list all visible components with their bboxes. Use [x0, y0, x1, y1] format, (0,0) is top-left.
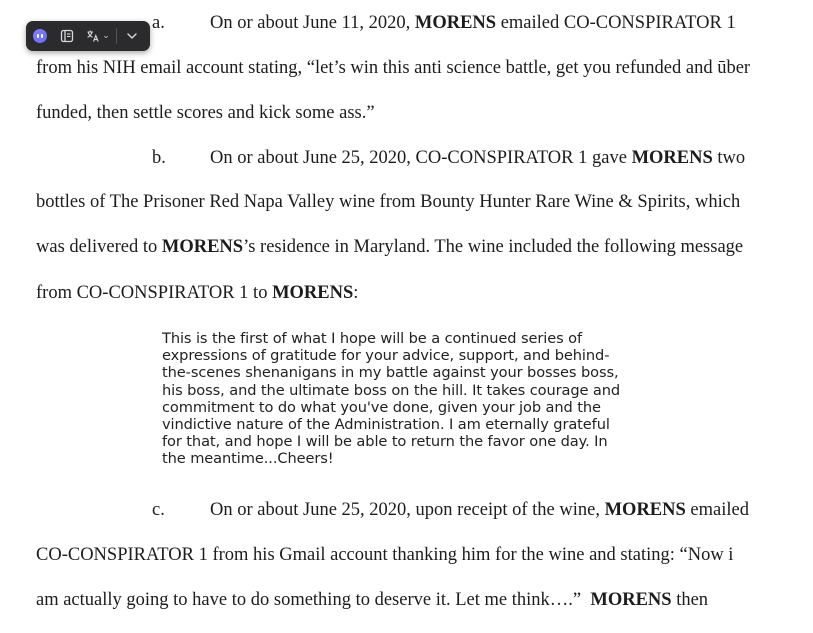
translate-button[interactable] — [80, 21, 116, 51]
text-span: On or about June 25, 2020, CO-CONSPIRATOR 1 gave — [210, 148, 632, 168]
paragraph-b-line-1 — [210, 146, 745, 170]
text-span: : — [353, 283, 359, 303]
text-span: then — [671, 590, 709, 610]
text-span: was delivered to — [36, 237, 162, 257]
defendant-name: MORENS — [590, 590, 672, 610]
defendant-name: MORENS — [161, 237, 244, 257]
reader-view-button[interactable] — [54, 21, 80, 51]
text-span: from CO-CONSPIRATOR 1 to — [36, 283, 273, 303]
paragraph-a-label: a. — [152, 13, 165, 33]
paragraph-c-line-1 — [210, 498, 749, 522]
quote-line: his boss, and the ultimate boss on the hill. It takes courage and — [162, 381, 621, 399]
paragraph-a-line-2: from his NIH email account stating, “let’s win this anti science battle, get you refunded and ūber — [36, 58, 751, 78]
chevron-down-icon: ⌄ — [102, 31, 110, 41]
paragraph-b-line-4 — [36, 281, 358, 305]
paragraph-a-line-1 — [210, 11, 736, 35]
defendant-name: MORENS — [604, 500, 686, 520]
chevron-down-icon — [126, 30, 138, 42]
paragraph-c-line-3 — [36, 588, 708, 612]
floating-toolbar — [26, 21, 150, 51]
quote-line: the-scenes shenanigans in my battle against your bosses boss, — [162, 364, 619, 382]
text-span: ’s residence in Maryland. The wine included the following message — [243, 237, 744, 257]
assistant-icon — [33, 29, 47, 43]
defendant-name: MORENS — [414, 13, 497, 33]
defendant-name: MORENS — [272, 283, 354, 303]
paragraph-c-line-2: CO-CONSPIRATOR 1 from his Gmail account thanking him for the wine and stating: “Now i — [36, 545, 734, 565]
defendant-name: MORENS — [631, 148, 713, 168]
text-span: emailed — [685, 500, 749, 520]
paragraph-b-line-3 — [36, 235, 743, 259]
paragraph-b-line-2: bottles of The Prisoner Red Napa Valley wine from Bounty Hunter Rare Wine & Spirits, which — [36, 192, 741, 212]
text-span: am actually going to have to do something to deserve it. Let me think….” — [36, 590, 591, 610]
paragraph-a-line-3: funded, then settle scores and kick some ass.” — [36, 103, 375, 123]
quote-line: the meantime...Cheers! — [162, 450, 334, 468]
quote-line: This is the first of what I hope will be a continued series of — [162, 330, 582, 347]
text-span: On or about June 25, 2020, upon receipt of the wine, — [210, 500, 605, 520]
quote-line: for that, and hope I will be able to return the favor one day. In — [162, 433, 608, 451]
paragraph-c-label: c. — [152, 500, 165, 520]
reader-view-icon — [60, 29, 74, 43]
quote-line: expressions of gratitude for your advice, support, and behind- — [162, 347, 610, 365]
paragraph-b-label: b. — [152, 148, 166, 168]
text-span: On or about June 11, 2020, — [210, 13, 415, 33]
quote-line: vindictive nature of the Administration. I am eternally grateful — [162, 416, 610, 434]
assistant-button[interactable] — [26, 21, 54, 51]
quoted-message — [162, 330, 702, 468]
quote-line: commitment to do what you've done, given your job and the — [162, 398, 601, 416]
text-span: emailed CO-CONSPIRATOR 1 — [496, 13, 736, 33]
more-options-button[interactable] — [117, 21, 147, 51]
translate-icon — [86, 29, 100, 43]
text-span: two — [712, 148, 746, 168]
